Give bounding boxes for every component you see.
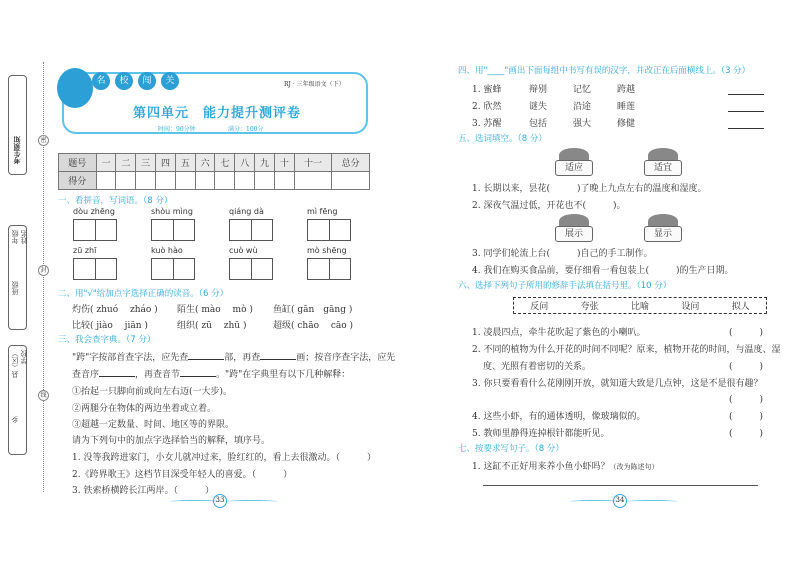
series-badge: 名 <box>92 72 110 90</box>
notice-title: 考生须知 <box>12 136 21 164</box>
ornament <box>227 500 277 503</box>
score-header-cell: 总分 <box>332 154 370 172</box>
score-cell[interactable] <box>255 172 275 190</box>
section-5-title: 五、选词填空。（8 分） <box>458 134 547 144</box>
dictionary-question-line1 <box>72 350 395 363</box>
score-cell[interactable] <box>294 172 332 190</box>
text: 查音序 <box>72 370 100 380</box>
grid-cell[interactable] <box>152 259 174 279</box>
definition: ②两腿分在物体的两边坐着或立着。 <box>72 403 217 414</box>
score-header-cell: 三 <box>136 154 156 172</box>
question-item: 3. 铁索桥横跨长江两岸。（ ） <box>72 486 214 496</box>
answer-line[interactable] <box>728 94 764 95</box>
word-option-tag: 适应 <box>555 160 593 176</box>
county-label: 县（区） <box>11 350 19 378</box>
score-cell[interactable] <box>136 172 156 190</box>
word-item[interactable]: 强大 <box>573 119 592 129</box>
pinyin-label: kuò hào <box>151 246 183 255</box>
grid-cell[interactable] <box>230 259 252 279</box>
pronunciation-item[interactable]: 鱼缸( gān gāng ) <box>273 305 353 315</box>
answer-parentheses[interactable]: ( ) <box>729 362 764 372</box>
word-item[interactable]: 1. 蜜蜂 <box>472 85 502 95</box>
page-title: 第四单元 能力提升测评卷 <box>133 106 302 121</box>
answer-line[interactable] <box>483 485 758 486</box>
score-cell[interactable] <box>274 172 294 190</box>
score-cell[interactable] <box>332 172 370 190</box>
answer-blank[interactable] <box>99 376 135 377</box>
page-number: 34 <box>613 494 627 508</box>
seal-mark: 密 <box>38 135 49 146</box>
page-number: 33 <box>213 494 227 508</box>
town-label: 乡 <box>11 416 19 423</box>
definition: ③超越一定数量、时间、地区等的界限。 <box>72 420 235 430</box>
word-item[interactable]: 沿途 <box>573 102 592 112</box>
mascot-logo-icon <box>57 68 93 108</box>
answer-blank[interactable] <box>260 359 296 360</box>
pronunciation-item[interactable]: 比较( jiào jiān ) <box>72 321 148 331</box>
text: 部，再查 <box>224 353 261 363</box>
grid-cell[interactable] <box>252 220 273 240</box>
score-header-cell: 一 <box>96 154 116 172</box>
rhetoric-options-box <box>513 297 767 314</box>
rhetoric-option: 反问 <box>530 302 549 312</box>
word-option-tag: 展示 <box>555 226 593 242</box>
word-item[interactable]: 记忆 <box>573 85 592 95</box>
score-header-cell: 题号 <box>59 154 97 172</box>
fill-blank-item[interactable]: 4. 我们在购买食品前，要仔细看一看包装上( )的生产日期。 <box>472 266 734 276</box>
tianzige-answer-box[interactable] <box>73 258 117 280</box>
school-label: 学校 <box>20 350 28 364</box>
name-label: 姓名 <box>20 230 28 244</box>
dictionary-question-line2 <box>72 367 350 380</box>
hint: （改为陈述句） <box>609 463 659 471</box>
score-cell[interactable] <box>116 172 136 190</box>
answer-line[interactable] <box>728 111 764 112</box>
grid-cell[interactable] <box>96 220 117 240</box>
grid-cell[interactable] <box>230 220 252 240</box>
grid-cell[interactable] <box>74 220 96 240</box>
grid-cell[interactable] <box>330 220 351 240</box>
section-7-title: 七、按要求写句子。（8 分） <box>458 444 564 454</box>
seal-mark: 线 <box>38 390 49 401</box>
section-3-title: 三、我会查字典。（7 分） <box>58 335 156 345</box>
score-header-cell: 二 <box>116 154 136 172</box>
text: 。"跨"在字典里有以下几种解释： <box>216 370 351 380</box>
score-cell[interactable] <box>195 172 215 190</box>
tianzige-answer-box[interactable] <box>151 219 195 241</box>
pinyin-label: mì fēng <box>307 207 338 216</box>
rhetoric-item: 4. 这些小虾，有的通体透明，像玻璃似的。 <box>472 412 646 422</box>
grid-cell[interactable] <box>308 259 330 279</box>
rhetoric-item: 3. 你只要看看什么花刚刚开放，就知道大致是几点钟，这是不是很有趣？ <box>472 379 763 389</box>
text: 画；按音序查字法，应先 <box>296 353 396 363</box>
instruction: 请为下列句中的加点字选择恰当的解释，填序号。 <box>72 436 271 446</box>
answer-parentheses[interactable]: ( ) <box>729 429 764 439</box>
grid-cell[interactable] <box>174 259 195 279</box>
sentence-question <box>472 459 658 472</box>
pinyin-label: mò shēng <box>307 246 347 255</box>
section-2-title: 二、用"√"给加点字选择正确的读音。（6 分） <box>58 289 229 299</box>
rhetoric-item: 5. 教师里静得连掉根针都能听见。 <box>472 429 610 439</box>
score-header-cell: 十 <box>274 154 294 172</box>
grid-cell[interactable] <box>308 220 330 240</box>
word-option-tag: 显示 <box>644 226 682 242</box>
grid-cell[interactable] <box>152 220 174 240</box>
fill-blank-item[interactable]: 3. 同学们轮流上台( )自己的手工制作。 <box>472 249 653 259</box>
candidate-notice-box <box>8 75 27 175</box>
series-badge: 闯 <box>138 72 156 90</box>
full-score-label: 满分：100分 <box>228 126 264 133</box>
pronunciation-item[interactable]: 组织( zū zhū ) <box>177 321 247 331</box>
text: "跨"字按部首查字法，应先查 <box>72 353 189 363</box>
edition-label: RJ · 三年级语文（下） <box>284 81 345 88</box>
section-6-title: 六、选择下列句子所用的修辞手法填在括号里。（10 分） <box>458 281 672 291</box>
word-item[interactable]: 谜失 <box>529 102 548 112</box>
time-label: 时间：90分钟 <box>158 126 196 133</box>
score-table <box>58 153 370 190</box>
rhetoric-item: 2. 不同的植物为什么开花的时间不同呢？原来，植物开花的时间，与温度、湿 <box>472 345 781 355</box>
answer-line[interactable] <box>728 128 764 129</box>
grade-label: 年级 <box>11 230 19 244</box>
pronunciation-item[interactable]: 陌生( mào mò ) <box>177 305 253 315</box>
tianzige-answer-box[interactable] <box>151 258 195 280</box>
answer-blank[interactable] <box>188 359 224 360</box>
score-header-cell: 七 <box>215 154 235 172</box>
word-item[interactable]: 辩别 <box>529 85 548 95</box>
grid-cell[interactable] <box>74 259 96 279</box>
tianzige-answer-box[interactable] <box>229 258 273 280</box>
rhetoric-option: 比喻 <box>630 302 649 312</box>
word-item[interactable]: 跨越 <box>617 85 636 95</box>
definition: ①抬起一只脚向前或向左右迈(一大步)。 <box>72 387 233 397</box>
rhetoric-option: 拟人 <box>731 302 750 312</box>
fill-blank-item[interactable]: 1. 长期以来，昙花( )了晚上九点左右的温度和湿度。 <box>472 184 707 194</box>
pinyin-label: cuò wù <box>229 246 258 255</box>
rhetoric-item: 度、光照有着密切的关系。 <box>483 362 592 372</box>
score-cell[interactable] <box>96 172 116 190</box>
tianzige-answer-box[interactable] <box>73 219 117 241</box>
word-item[interactable]: 2. 欣然 <box>472 102 502 112</box>
word-item[interactable]: 修健 <box>617 119 636 129</box>
score-header-cell: 四 <box>156 154 176 172</box>
score-header-cell: 九 <box>255 154 275 172</box>
ornament <box>627 500 677 503</box>
series-badge: 校 <box>115 72 133 90</box>
score-cell[interactable] <box>235 172 255 190</box>
binding-line <box>43 62 44 492</box>
pronunciation-item[interactable]: 超级( chāo cāo ) <box>273 321 354 331</box>
class-info-box <box>8 225 27 330</box>
tianzige-answer-box[interactable] <box>307 219 351 241</box>
answer-parentheses[interactable]: ( ) <box>729 395 764 405</box>
word-item[interactable]: 睡莲 <box>617 102 636 112</box>
question-item: 2.《跨界歌王》这档节目深受年轻人的喜爱。（ ） <box>72 469 293 480</box>
series-badge: 关 <box>161 72 179 90</box>
rhetoric-option: 设问 <box>681 302 700 312</box>
pinyin-label: qiáng dà <box>229 207 264 216</box>
pinyin-label: shòu mìng <box>151 207 193 216</box>
score-cell[interactable] <box>215 172 235 190</box>
grid-cell[interactable] <box>174 220 195 240</box>
score-cell[interactable] <box>156 172 176 190</box>
word-item[interactable]: 包括 <box>529 119 548 129</box>
answer-parentheses[interactable]: ( ) <box>729 328 764 338</box>
pinyin-label: dòu zhēng <box>73 207 115 216</box>
rhetoric-option: 夸张 <box>580 302 599 312</box>
question-item: 1. 没等我跨进家门，小女儿就冲过来，脸红红的，看上去很激动。（ ） <box>72 453 376 463</box>
section-1-title: 一、看拼音，写词语。（8 分） <box>58 196 173 206</box>
text: 1. 这缸不正好用来养小鱼小虾吗？ <box>472 462 610 472</box>
grid-cell[interactable] <box>252 259 273 279</box>
score-row-label: 得分 <box>59 172 97 190</box>
score-header-cell: 五 <box>175 154 195 172</box>
fill-blank-item[interactable]: 2. 深夜气温过低，开花也不( )。 <box>472 200 626 211</box>
pronunciation-item[interactable]: 灼伤( zhuó zháo ) <box>72 305 158 315</box>
section-4-title: 四、用"____"画出下面每组中书写有误的汉字，并改正在后面横线上。（3 分） <box>458 66 751 76</box>
school-info-box <box>8 345 27 455</box>
tianzige-answer-box[interactable] <box>307 258 351 280</box>
grid-cell[interactable] <box>330 259 351 279</box>
score-header-cell: 六 <box>195 154 215 172</box>
word-item[interactable]: 3. 苏醒 <box>472 119 502 129</box>
tianzige-answer-box[interactable] <box>229 219 273 241</box>
score-header-cell: 十一 <box>294 154 332 172</box>
score-header-cell: 八 <box>235 154 255 172</box>
answer-blank[interactable] <box>180 376 216 377</box>
text: ，再查音节 <box>135 370 181 380</box>
word-option-tag: 适宜 <box>644 160 682 176</box>
pinyin-label: zū zhī <box>73 246 97 255</box>
score-cell[interactable] <box>175 172 195 190</box>
answer-parentheses[interactable]: ( ) <box>729 412 764 422</box>
seal-mark: 封 <box>38 265 49 276</box>
class-label: 班级 <box>11 281 19 295</box>
rhetoric-item: 1. 凌晨四点，牵牛花吹起了紫色的小喇叭。 <box>472 328 646 338</box>
grid-cell[interactable] <box>96 259 117 279</box>
